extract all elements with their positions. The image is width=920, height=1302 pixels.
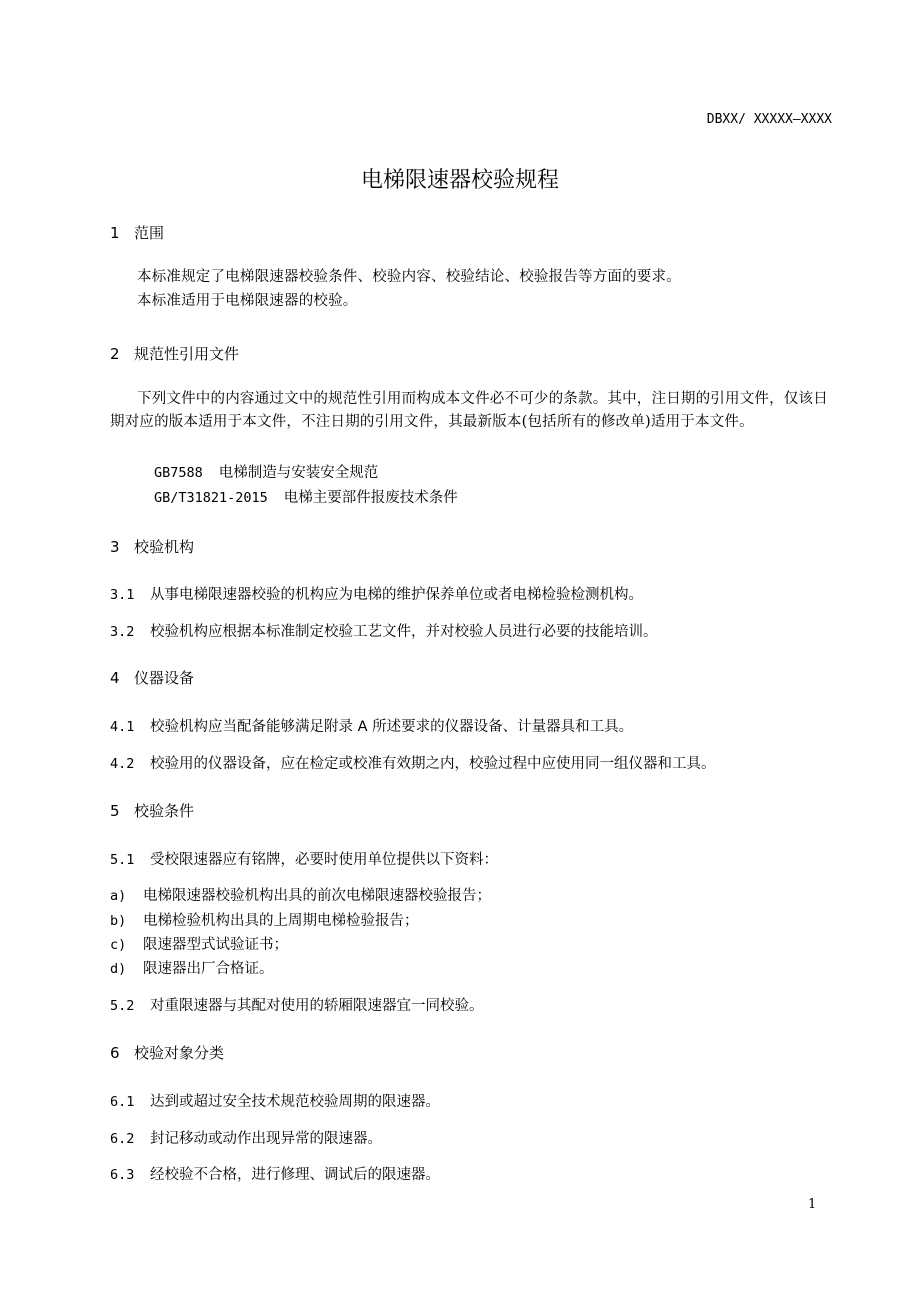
list-item-marker: d) [110, 961, 127, 977]
clause [110, 848, 498, 869]
clause-text: 对重限速器与其配对使用的轿厢限速器宜一同校验。 [150, 998, 484, 1014]
clause [110, 752, 716, 773]
section-number: 1 [110, 224, 120, 242]
section-title: 范围 [134, 224, 165, 242]
section-number: 2 [110, 345, 120, 363]
clause [110, 1090, 440, 1111]
reference-item [154, 461, 378, 482]
clause [110, 994, 484, 1015]
reference-code: GB7588 [154, 465, 203, 481]
clause-text: 校验机构应根据本标准制定校验工艺文件，并对校验人员进行必要的技能培训。 [150, 624, 658, 640]
clause-number: 3.2 [110, 624, 135, 640]
clause-text: 从事电梯限速器校验的机构应为电梯的维护保养单位或者电梯检验检测机构。 [150, 587, 643, 603]
reference-item [154, 486, 458, 507]
clause-number: 5.2 [110, 998, 135, 1014]
clause-text: 受校限速器应有铭牌，必要时使用单位提供以下资料： [150, 852, 498, 868]
clause [110, 1127, 382, 1148]
clause-number: 4.1 [110, 719, 135, 735]
list-item-marker: b) [110, 913, 127, 929]
reference-title: 电梯主要部件报废技术条件 [283, 490, 458, 506]
section-heading-verification-body [110, 536, 194, 557]
list-item [110, 957, 274, 978]
clause-number: 4.2 [110, 756, 135, 772]
list-item-text: 限速器出厂合格证。 [143, 961, 274, 977]
list-item [110, 909, 419, 930]
section-heading-conditions [110, 800, 194, 821]
section-heading-instruments [110, 667, 194, 688]
clause-number: 6.3 [110, 1167, 135, 1183]
clause [110, 715, 633, 736]
list-item [110, 884, 491, 905]
section-heading-normative-references [110, 343, 239, 364]
list-item-marker: a) [110, 888, 127, 904]
section-title: 校验条件 [134, 802, 195, 820]
section-number: 6 [110, 1044, 120, 1062]
section-title: 校验对象分类 [134, 1044, 225, 1062]
clause-text: 校验机构应当配备能够满足附录 A 所述要求的仪器设备、计量器具和工具。 [150, 719, 634, 735]
clause-text: 达到或超过安全技术规范校验周期的限速器。 [150, 1094, 440, 1110]
list-item-text: 电梯限速器校验机构出具的前次电梯限速器校验报告； [143, 888, 491, 904]
document-code: DBXX/ XXXXX—XXXX [706, 112, 832, 127]
list-item-text: 电梯检验机构出具的上周期电梯检验报告； [143, 913, 419, 929]
section-number: 4 [110, 669, 120, 687]
section-number: 3 [110, 538, 120, 556]
paragraph: 下列文件中的内容通过文中的规范性引用而构成本文件必不可少的条款。其中，注日期的引用文件，仅该日期对应的版本适用于本文件，不注日期的引用文件，其最新版本(包括所有的修改单)适用于本文件。 [110, 391, 828, 430]
clause-number: 6.1 [110, 1094, 135, 1110]
clause-number: 5.1 [110, 852, 135, 868]
document-title: 电梯限速器校验规程 [360, 168, 559, 193]
clause-text: 经校验不合格，进行修理、调试后的限速器。 [150, 1167, 440, 1183]
section-title: 校验机构 [134, 538, 195, 556]
section-heading-scope [110, 222, 164, 243]
page-number: 1 [808, 1197, 817, 1212]
clause-number: 3.1 [110, 587, 135, 603]
clause [110, 1163, 440, 1184]
list-item-text: 限速器型式试验证书； [143, 937, 288, 953]
paragraph: 本标准适用于电梯限速器的校验。 [137, 293, 358, 309]
section-title: 仪器设备 [134, 669, 195, 687]
paragraph: 本标准规定了电梯限速器校验条件、校验内容、校验结论、校验报告等方面的要求。 [137, 269, 681, 285]
reference-title: 电梯制造与安装安全规范 [218, 465, 379, 481]
section-heading-classification [110, 1042, 224, 1063]
clause-text: 校验用的仪器设备，应在检定或校准有效期之内，校验过程中应使用同一组仪器和工具。 [150, 756, 716, 772]
clause [110, 620, 658, 641]
reference-code: GB/T31821-2015 [154, 490, 268, 506]
section-title: 规范性引用文件 [134, 345, 240, 363]
clause-number: 6.2 [110, 1131, 135, 1147]
clause [110, 583, 643, 604]
list-item-marker: c) [110, 937, 127, 953]
section-number: 5 [110, 802, 120, 820]
clause-text: 封记移动或动作出现异常的限速器。 [150, 1131, 382, 1147]
list-item [110, 933, 288, 954]
